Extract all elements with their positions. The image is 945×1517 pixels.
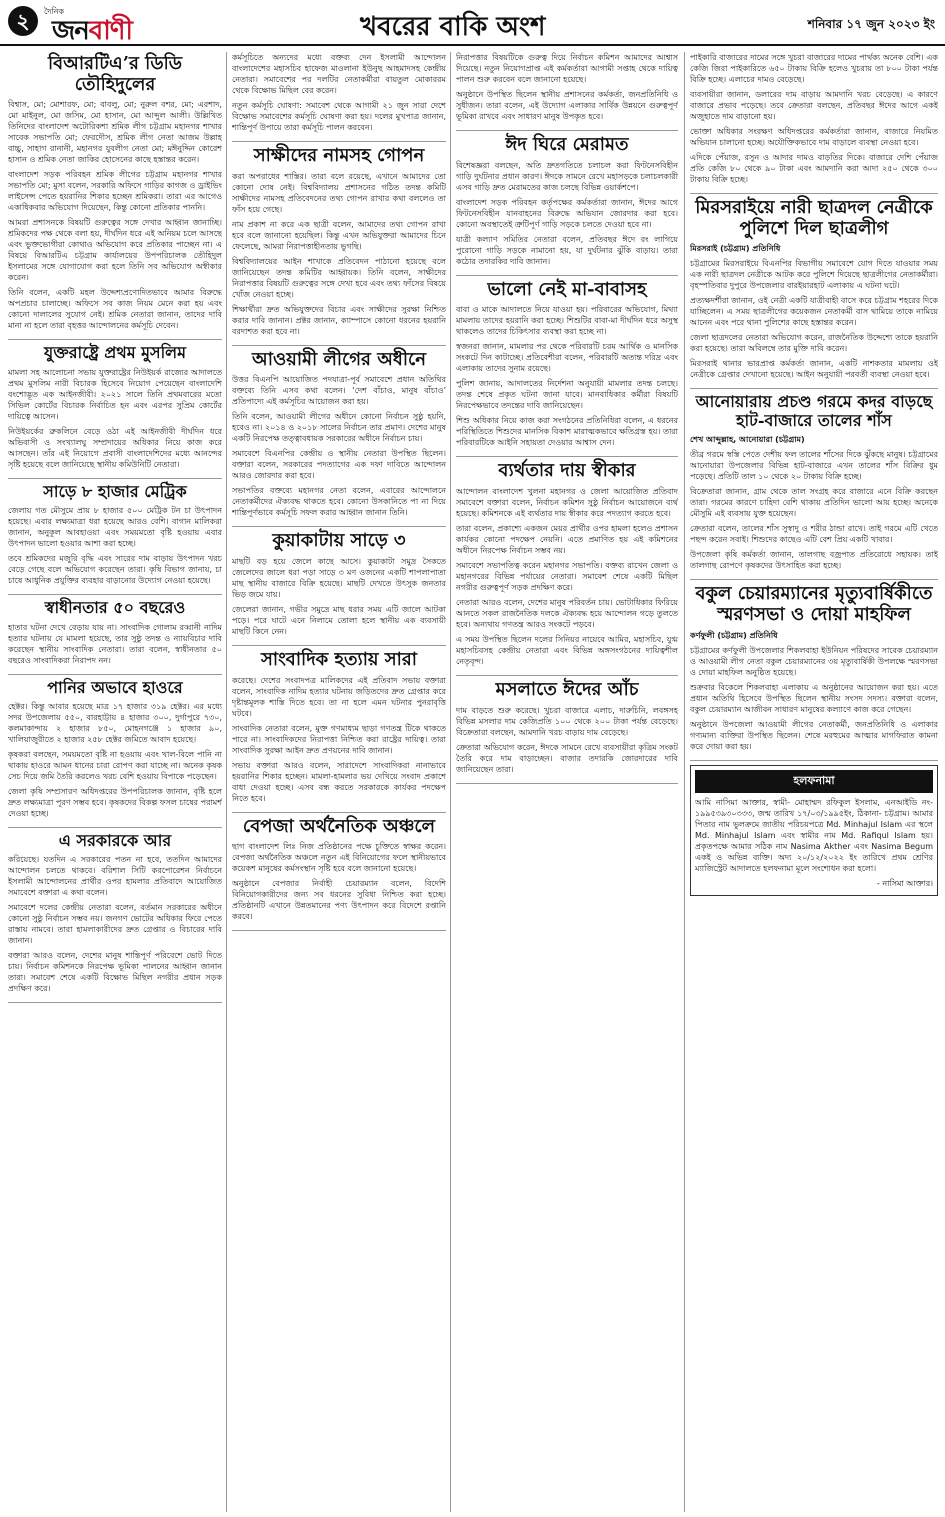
- news-article: [232, 350, 446, 528]
- article-paragraph: বিশেষজ্ঞরা বলছেন, অতি দ্রুতগতিতে চলাচল করা ফিটনেসবিহীন গাড়ি দুর্ঘটনার প্রধান কারণ। ঈদকে সামনে রেখে মহাসড়কে চলাচলকারী এসব গাড়ি দ্রুত মেরামতের কাজ চলছে বিভিন্ন ওয়ার্কশপে।: [456, 160, 678, 192]
- news-article: [232, 650, 446, 813]
- news-article: [456, 680, 678, 784]
- news-article: [232, 817, 446, 932]
- news-article: [232, 52, 446, 142]
- news-article: [456, 280, 678, 458]
- article-headline[interactable]: যুক্তরাষ্ট্রে প্রথম মুসলিম: [44, 343, 186, 363]
- article-paragraph: এদিকে পেঁয়াজ, রসুন ও আদার দামও বাড়তির দিকে। বাজারে দেশি পেঁয়াজ প্রতি কেজি ৮০ থেকে ৯০ টাকা এবং আমদানি করা আদা ২৫০ থেকে ৩০০ টাকায় বিক্রি হচ্ছে।: [690, 153, 938, 184]
- page-number: ২: [8, 6, 38, 36]
- article-paragraph: শুক্রবার বিকেলে শিকলবাহা এলাকায় এ অনুষ্ঠানের আয়োজন করা হয়। এতে প্রধান অতিথি হিসেবে উপস্থিত ছিলেন স্থানীয় সংসদ সদস্য। বক্তারা বলেন, বকুল চেয়ারম্যান আজীবন সাধারণ মানুষের কল্যাণে কাজ করে গেছেন।: [690, 682, 938, 714]
- notice-title: হলফনামা: [695, 770, 933, 793]
- article-paragraph: সমাবেশে দলের কেন্দ্রীয় নেতারা বলেন, বর্তমান সরকারের অধীনে কোনো সুষ্ঠু নির্বাচন সম্ভব নয়। জনগণ ভোটের অধিকার ফিরে পেতে রাস্তায় নামবে। তারা হামলাকারীদের দ্রুত গ্রেপ্তার ও বিচারের দাবি জানান।: [8, 903, 222, 946]
- article-paragraph: ভোক্তা অধিকার সংরক্ষণ অধিদপ্তরের কর্মকর্তারা জানান, বাজারে নিয়মিত অভিযান চালানো হচ্ছে। অযৌক্তিকভাবে দাম বাড়ালে ব্যবস্থা নেওয়া হবে।: [690, 127, 938, 147]
- article-headline[interactable]: বিআরটিএ’র ডিডি তৌহিদুলের: [48, 53, 182, 95]
- article-paragraph: বাংলাদেশ সড়ক পরিবহন কর্তৃপক্ষের কর্মকর্তারা জানান, ঈদের আগে ফিটনেসবিহীন যানবাহনের বিরুদ্ধে অভিযান জোরদার করা হবে। কোনো অবস্থাতেই ত্রুটিপূর্ণ গাড়ি সড়কে চলতে দেওয়া হবে না।: [456, 197, 678, 229]
- article-paragraph: মাছটি বড় হয়ে জেলে কাছে আসে। কুয়াকাটা সমুদ্র সৈকতে জেলেদের জালে ধরা পড়া সাড়ে ৩ মণ ওজনের একটি শাপলাপাতা মাছ স্থানীয় বাজারে বিক্রি হয়েছে। মাছটি দেখতে উৎসুক জনতার ভিড় জমে যায়।: [232, 557, 446, 600]
- news-article: [690, 393, 938, 580]
- article-paragraph: উপজেলা কৃষি কর্মকর্তা জানান, তালগাছ বজ্রপাত প্রতিরোধে সহায়ক। তাই তালগাছ রোপণে কৃষকদের উৎসাহিত করা হচ্ছে।: [690, 550, 938, 571]
- column-4: [690, 52, 938, 1512]
- logo-prefix: দৈনিক: [44, 7, 65, 16]
- article-headline[interactable]: ব্যর্থতার দায় স্বীকার: [498, 460, 636, 482]
- article-headline[interactable]: আনোয়ারায় প্রচণ্ড গরমে কদর বাড়ছে হাট-বাজারে তালের শাঁস: [695, 392, 933, 430]
- article-paragraph: তীব্র গরমে স্বস্তি পেতে দেশীয় ফল তালের শাঁসের দিকে ঝুঁকছে মানুষ। চট্টগ্রামের আনোয়ারা উপজেলার বিভিন্ন হাট-বাজারে এখন তালের শাঁস বিক্রির ধুম পড়েছে। প্রতিটি তাল ১০ থেকে ২০ টাকায় বিক্রি হচ্ছে।: [690, 450, 938, 482]
- article-paragraph: প্রত্যক্ষদর্শীরা জানান, ওই নেত্রী একটি যাত্রীবাহী বাসে করে চট্টগ্রাম শহরের দিকে যাচ্ছিলেন। এ সময় ছাত্রলীগের কয়েকজন নেতাকর্মী বাস থামিয়ে তাকে নামিয়ে আনেন এবং পরে থানা পুলিশের কাছে হস্তান্তর করেন।: [690, 296, 938, 328]
- column-divider: [450, 52, 451, 1512]
- article-paragraph: বাবা ও মাকে আদালতে নিয়ে যাওয়া হয়। পরিবারের অভিযোগ, মিথ্যা মামলায় তাদের হয়রানি করা হচ্ছে। শিশুটির বাবা-মা দীর্ঘদিন ধরে অসুস্থ থাকলেও তাদের চিকিৎসার ব্যবস্থা করা হচ্ছে না।: [456, 305, 678, 337]
- column-2: [232, 52, 446, 1512]
- article-paragraph: অনুষ্ঠানে উপজেলা আওয়ামী লীগের নেতাকর্মী, জনপ্রতিনিধি ও এলাকার গণ্যমান্য ব্যক্তিরা উপস্থিত ছিলেন। শেষে মরহুমের আত্মার মাগফিরাত কামনা করে দোয়া করা হয়।: [690, 719, 938, 751]
- article-headline[interactable]: কুয়াকাটায় সাড়ে ৩: [272, 530, 406, 552]
- date-line: শনিবার ১৭ জুন ২০২৩ ইং: [807, 17, 935, 31]
- logo-part-1: জন: [52, 16, 89, 46]
- article-paragraph: বাংলাদেশ সড়ক পরিবহন শ্রমিক লীগের চট্টগ্রাম মহানগর শাখার সভাপতি মো; মুসা বলেন, সরকারি অফিসে গাড়ির কাগজ ও ড্রাইভিং লাইসেন্স পেতে হয়রানির শিকার হচ্ছেন শ্রমিকরা। তারা এর আগেও একাধিকবার অভিযোগ দিয়েছেন, কিন্তু কোনো প্রতিকার পাননি।: [8, 170, 222, 213]
- news-article: [8, 344, 222, 478]
- news-article: [8, 54, 222, 340]
- newspaper-logo: [52, 10, 132, 54]
- news-article: [232, 146, 446, 346]
- article-paragraph: আন্দোলন বাংলাদেশ খুলনা মহানগর ও জেলা আয়োজিত প্রতিবাদ সমাবেশে বক্তারা বলেন, নির্বাচন কমিশন সুষ্ঠু নির্বাচন আয়োজনে ব্যর্থ হয়েছে। কমিশনকে এই ব্যর্থতার দায় স্বীকার করে পদত্যাগ করতে হবে।: [456, 487, 678, 519]
- column-3: [456, 52, 678, 1512]
- article-paragraph: তিনি বলেন, আওয়ামী লীগের অধীনে কোনো নির্বাচন সুষ্ঠু হয়নি, হবেও না। ২০১৪ ও ২০১৮ সালের নির্বাচন তার প্রমাণ। দেশের মানুষ একটি নিরপেক্ষ তত্ত্বাবধায়ক সরকারের অধীনে নির্বাচন চায়।: [232, 412, 446, 444]
- article-paragraph: বক্তারা আরও বলেন, দেশের মানুষ শান্তিপূর্ণ পরিবেশে ভোট দিতে চায়। নির্বাচন কমিশনকে নিরপেক্ষ ভূমিকা পালনের আহ্বান জানান তারা। সমাবেশ শেষে একটি বিক্ষোভ মিছিল নগরীর প্রধান সড়ক প্রদক্ষিণ করে।: [8, 951, 222, 994]
- article-paragraph: কর্মসূচিতে অন্যদের মধ্যে বক্তব্য দেন ইসলামী আন্দোলন বাংলাদেশের মহাসচিব হাফেজ মাওলানা ইউনুছ আহমাদসহ কেন্দ্রীয় নেতারা। সমাবেশের পর দলটির নেতাকর্মীরা বায়তুল মোকাররম থেকে বিক্ষোভ মিছিল বের করেন।: [232, 53, 446, 95]
- article-paragraph: চট্টগ্রামের মিরসরাইয়ে বিএনপির বিভাগীয় সমাবেশে যোগ দিতে যাওয়ার সময় এক নারী ছাত্রদল নেত্রীকে আটক করে পুলিশে দিয়েছে ছাত্রলীগের নেতাকর্মীরা। বৃহস্পতিবার দুপুরে উপজেলার বারইয়ারহাট এলাকায় এ ঘটনা ঘটে।: [690, 259, 938, 291]
- notice-signature: - নাসিমা আক্তার।: [876, 878, 933, 888]
- notice-body: আমি নাসিমা আক্তার, স্বামী- মোহাম্মদ রফিকুল ইসলাম, এনআইডি নং- ১৯৯৫৩৯৩০৩৩৩, জন্ম তারিখ ১৭/০৩/১৯৯৫ইং, ঠিকানা- চট্টগ্রাম। আমার পিতার নাম ভুলক্রমে জাতীয় পরিচয়পত্রে Md. Minhajul Islam এর স্থলে Md. Minhajul Islam এবং স্বামীর নাম Md. Rafiqul Islam হয়। প্রকৃতপক্ষে আমার সঠিক নাম Nasima Akther এবং Nasima Begum একই ও অভিন্ন ব্যক্তি। অদ্য ২০/১২/২০২২ ইং তারিখে প্রথম শ্রেণির ম্যাজিস্ট্রেট আদালতে হলফনামা মূলে সংশোধন করা হলো।: [695, 797, 933, 873]
- article-paragraph: করেছে। দেশের সংবাদপত্র মালিকদের এই প্রতিবাদ সভায় বক্তারা বলেন, সাংবাদিক নাদিম হত্যার ঘটনায় জড়িতদের দ্রুত গ্রেপ্তার করে দৃষ্টান্তমূলক শাস্তি দিতে হবে। তা না হলে এমন ঘটনার পুনরাবৃত্তি ঘটবে।: [232, 675, 446, 718]
- article-paragraph: এ সময় উপস্থিত ছিলেন দলের সিনিয়র নায়েবে আমির, মহাসচিব, যুগ্ম মহাসচিবসহ কেন্দ্রীয় নেতারা এবং বিভিন্ন অঙ্গসংগঠনের দায়িত্বশীল নেতৃবৃন্দ।: [456, 635, 678, 667]
- section-title: খবরের বাকি অংশ: [360, 12, 546, 42]
- article-paragraph: শিক্ষার্থীরা দ্রুত অভিযুক্তদের বিচার এবং সাক্ষীদের সুরক্ষা নিশ্চিত করার দাবি জানান। প্রক্টর জানান, ক্যাম্পাসে কোনো ধরনের হয়রানি বরদাশত করা হবে না।: [232, 304, 446, 336]
- article-paragraph: পাইকারি বাজারের দামের সঙ্গে খুচরা বাজারের দামের পার্থক্য অনেক বেশি। এক কেজি জিরা পাইকারিতে ৬৫০ টাকায় বিক্রি হলেও খুচরায় তা ৮০০ টাকা পর্যন্ত বিক্রি হচ্ছে। এলাচের দামও বেড়েছে।: [690, 53, 938, 84]
- article-paragraph: সভাপতির বক্তব্যে মহানগর নেতা বলেন, এবারের আন্দোলনে নেতাকর্মীদের ঐক্যবদ্ধ থাকতে হবে। কোনো উসকানিতে পা না দিয়ে শান্তিপূর্ণভাবে কর্মসূচি সফল করার আহ্বান জানান তিনি।: [232, 486, 446, 518]
- column-divider: [226, 52, 227, 1512]
- article-paragraph: তারা বলেন, প্রকাশ্যে একজন মেয়র প্রার্থীর ওপর হামলা হলেও প্রশাসন কার্যকর কোনো পদক্ষেপ নেয়নি। এতে প্রমাণিত হয় এই কমিশনের অধীনে নিরপেক্ষ নির্বাচন সম্ভব নয়।: [456, 524, 678, 556]
- article-headline[interactable]: এ সরকারকে আর: [58, 830, 172, 850]
- article-paragraph: সমাবেশে বিএনপির কেন্দ্রীয় ও স্থানীয় নেতারা উপস্থিত ছিলেন। বক্তারা বলেন, সরকারের পদত্যাগের এক দফা দাবিতে আন্দোলন আরও জোরদার করা হবে।: [232, 449, 446, 481]
- article-headline[interactable]: ভালো নেই মা-বাবাসহ: [487, 278, 647, 300]
- news-article: [690, 52, 938, 194]
- article-byline: শেখ আব্দুল্লাহ, আনোয়ারা (চট্টগ্রাম): [690, 435, 805, 445]
- article-paragraph: জেলা ছাত্রদলের নেতারা অভিযোগ করেন, রাজনৈতিক উদ্দেশ্যে তাকে হয়রানি করা হয়েছে। তারা অবিলম্বে তার মুক্তি দাবি করেন।: [690, 333, 938, 354]
- article-paragraph: উত্তর বিএনপি আয়োজিত পদযাত্রা-পূর্ব সমাবেশে প্রধান অতিথির বক্তব্যে তিনি এসব কথা বলেন। ‘দেশ বাঁচাও, মানুষ বাঁচাও’ প্রতিপাদ্যে এই কর্মসূচির আয়োজন করা হয়।: [232, 375, 446, 407]
- article-paragraph: হাতার ঘটনা দেখে বেড়ায় যায় না। সাংবাদিক গোলাম রব্বানী নাদিম হত্যার ঘটনায় যে মামলা হয়েছে, তার সুষ্ঠু তদন্ত ও ন্যায়বিচার দাবি করেছেন স্থানীয় সাংবাদিক নেতারা। তারা বলেন, স্বাধীনতার ৫০ বছরেও সাংবাদিকরা নিরাপদ নন।: [8, 622, 222, 665]
- article-paragraph: অনুষ্ঠানে উপস্থিত ছিলেন স্থানীয় প্রশাসনের কর্মকর্তা, জনপ্রতিনিধি ও সুধীজন। তারা বলেন, এই উদ্যোগ এলাকার সার্বিক উন্নয়নে গুরুত্বপূর্ণ ভূমিকা রাখবে এবং সাধারণ মানুষ উপকৃত হবে।: [456, 90, 678, 121]
- article-paragraph: নাম প্রকাশ না করে এক ছাত্রী বলেন, আমাদের তথ্য গোপন রাখা হবে বলে জানানো হয়েছিল। কিন্তু এখন অভিযুক্তরা আমাদের চিনে ফেলেছে, আমরা নিরাপত্তাহীনতায় ভুগছি।: [232, 219, 446, 251]
- article-byline: মিরসরাই (চট্টগ্রাম) প্রতিনিধি: [690, 244, 781, 254]
- article-headline[interactable]: সাড়ে ৮ হাজার মেট্রিক: [43, 481, 187, 501]
- article-paragraph: সাংবাদিক নেতারা বলেন, মুক্ত গণমাধ্যম ছাড়া গণতন্ত্র টিকে থাকতে পারে না। সাংবাদিকদের নিরাপত্তা নিশ্চিত করা রাষ্ট্রের দায়িত্ব। তারা সাংবাদিক সুরক্ষা আইন দ্রুত প্রণয়নের দাবি জানান।: [232, 723, 446, 755]
- news-article: [8, 599, 222, 674]
- article-paragraph: যাত্রী কল্যাণ সমিতির নেতারা বলেন, প্রতিবছর ঈদে রং লাগিয়ে পুরোনো গাড়ি সড়কে নামানো হয়, যা দুর্ঘটনার ঝুঁকি বাড়ায়। তারা কঠোর তদারকির দাবি জানান।: [456, 234, 678, 266]
- column-1: [8, 52, 222, 1512]
- article-headline[interactable]: আওয়ামী লীগের অধীনে: [251, 348, 427, 370]
- affidavit-notice: [690, 765, 938, 896]
- article-paragraph: নিউইয়র্কের ব্রুকলিনে বেড়ে ওঠা এই আইনজীবী দীর্ঘদিন ধরে অভিবাসী ও সংখ্যালঘু সম্প্রদায়ের অধিকার নিয়ে কাজ করে আসছেন। তাঁর এই নিয়োগে প্রবাসী বাংলাদেশিদের মধ্যে আনন্দের সৃষ্টি হয়েছে বলে জানিয়েছে স্থানীয় কমিউনিটি নেতারা।: [8, 426, 222, 469]
- article-byline: কর্ণফুলী (চট্টগ্রাম) প্রতিনিধি: [690, 630, 778, 640]
- article-paragraph: ব্যবসায়ীরা জানান, ডলারের দাম বাড়ায় আমদানি খরচ বেড়েছে। এ কারণে বাজারে প্রভাব পড়েছে। তবে ক্রেতারা বলছেন, প্রতিবছর ঈদের আগে একই অজুহাতে দাম বাড়ানো হয়।: [690, 90, 938, 121]
- news-article: [690, 198, 938, 389]
- article-paragraph: নতুন কর্মসূচি ঘোষণা: সমাবেশ থেকে আগামী ২১ জুন সারা দেশে বিক্ষোভ সমাবেশের কর্মসূচি ঘোষণা করা হয়। দলের মুখপাত্র জানান, শান্তিপূর্ণ উপায়ে তারা কর্মসূচি পালন করবেন।: [232, 101, 446, 132]
- article-paragraph: বিক্রেতারা জানান, গ্রাম থেকে তাল সংগ্রহ করে বাজারে এনে বিক্রি করছেন তারা। গরমের কারণে চাহিদা বেশি থাকায় প্রতিদিন ভালো আয় হচ্ছে। অনেকে মৌসুমি এই ব্যবসায় যুক্ত হয়েছেন।: [690, 487, 938, 519]
- article-headline[interactable]: বেপজা অর্থনৈতিক অঞ্চলে: [242, 815, 436, 837]
- news-article: [232, 531, 446, 646]
- article-paragraph: জেলা কৃষি সম্প্রসারণ অধিদপ্তরের উপপরিচালক জানান, বৃষ্টি হলে দ্রুত লক্ষ্যমাত্রা পূরণ সম্ভব হবে। কৃষকদের বিকল্প ফসল চাষের পরামর্শ দেওয়া হচ্ছে।: [8, 786, 222, 818]
- article-paragraph: অনুষ্ঠানে বেপজার নির্বাহী চেয়ারম্যান বলেন, বিদেশি বিনিয়োগকারীদের জন্য সব ধরনের সুবিধা নিশ্চিত করা হচ্ছে। প্রতিষ্ঠানটি এখানে উন্নতমানের পণ্য উৎপাদন করে বিদেশে রপ্তানি করবে।: [232, 879, 446, 922]
- news-article: [456, 135, 678, 276]
- article-paragraph: চট্টগ্রামের কর্ণফুলী উপজেলার শিকলবাহা ইউনিয়ন পরিষদের সাবেক চেয়ারম্যান ও আওয়ামী লীগ নেতা বকুল চেয়ারম্যানের ৩য় মৃত্যুবার্ষিকী উপলক্ষে স্মরণসভা ও দোয়া মাহফিল অনুষ্ঠিত হয়েছে।: [690, 645, 938, 677]
- article-paragraph: জেলায় গত মৌসুমে প্রায় ৮ হাজার ৫০০ মেট্রিক টন চা উৎপাদন হয়েছে। এবার লক্ষ্যমাত্রা ধরা হয়েছে আরও বেশি। বাগান মালিকরা জানান, অনুকূল আবহাওয়া এবং সময়মতো বৃষ্টি হওয়ায় এবার উৎপাদন ভালো হওয়ার আশা করা হচ্ছে।: [8, 506, 222, 549]
- article-paragraph: হেক্টর। কিন্তু আবার হয়েছে মাত্র ১৭ হাজার ৩১৯ হেক্টর। এর মধ্যে সদর উপজেলায় ৫৫০, বারহাট্টায় ৪ হাজার ৩০০, দুর্গাপুরে ৭৩০, কলমাকান্দায় ২ হাজার ৮৫০, মোহনগঞ্জে ১ হাজার ৯০, খালিয়াজুরীতে ২ হাজার ২৫৮ হেক্টর জমিতে আবাদ হয়েছে।: [8, 701, 222, 744]
- masthead: [0, 0, 945, 46]
- article-paragraph: কৃষকরা বলছেন, সময়মতো বৃষ্টি না হওয়ায় এবং খাল-বিলে পানি না থাকায় হাওরে আমন ধানের চারা রোপণ করা যাচ্ছে না। অনেক কৃষক সেচ দিয়ে জমি তৈরি করলেও খরচ বেশি হওয়ায় বিপাকে পড়েছেন।: [8, 749, 222, 781]
- article-paragraph: তিনি বলেন, একটি মহল উদ্দেশ্যপ্রণোদিতভাবে আমার বিরুদ্ধে অপপ্রচার চালাচ্ছে। অফিসে সব কাজ নিয়ম মেনে করা হয় এবং কোনো দালালের সুযোগ নেই। শ্রমিক নেতারা জানান, তাদের দাবি মানা না হলে তারা বৃহত্তর আন্দোলনের কর্মসূচি দেবেন।: [8, 288, 222, 331]
- article-paragraph: নিরাপত্তার বিষয়টিকে গুরুত্ব দিয়ে নির্বাচন কমিশন আমাদের আশ্বাস দিয়েছে। নতুন নিয়োগপ্রাপ্ত এই কর্মকর্তারা আগামী সপ্তাহ থেকে দায়িত্ব পালন শুরু করবেন বলে জানানো হয়েছে।: [456, 53, 678, 84]
- column-divider: [684, 52, 685, 1512]
- article-paragraph: ক্রেতারা বলেন, তালের শাঁস সুস্বাদু ও শরীর ঠান্ডা রাখে। তাই গরমে এটি খেতে পছন্দ করেন সবাই। শিশুদের কাছেও এটি বেশ প্রিয় একটি খাবার।: [690, 524, 938, 545]
- article-paragraph: মিরসরাই থানার ভারপ্রাপ্ত কর্মকর্তা জানান, একটি নাশকতার মামলায় ওই নেত্রীকে গ্রেপ্তার দেখানো হয়েছে। আইন অনুযায়ী পরবর্তী ব্যবস্থা নেওয়া হবে।: [690, 359, 938, 380]
- news-article: [8, 832, 222, 1003]
- article-headline[interactable]: সাক্ষীদের নামসহ গোপন: [253, 145, 425, 166]
- news-article: [456, 52, 678, 131]
- article-paragraph: মামলা সহ আলোচনা সভায় যুক্তরাষ্ট্রের নিউইয়র্ক রাজ্যের আদালতে প্রথম মুসলিম নারী বিচারক হিসেবে নিয়োগ পেয়েছেন বাংলাদেশি বংশোদ্ভূত এক আইনজীবী। ২০২১ সালে তিনি প্রথমবারের মতো সিভিল কোর্টের বিচারক নির্বাচিত হন এবং এরপর সুপ্রিম কোর্টের দায়িত্বে আসেন।: [8, 367, 222, 421]
- article-paragraph: ছাগ বাংলাদেশ লিঃ নিজ প্রতিষ্ঠানের পক্ষে চুক্তিতে স্বাক্ষর করেন। বেপজা অর্থনৈতিক অঞ্চলে নতুন এই বিনিয়োগের ফলে স্থানীয়ভাবে কয়েকশ মানুষের কর্মসংস্থান সৃষ্টি হবে বলে জানানো হয়েছে।: [232, 842, 446, 874]
- article-paragraph: বিশ্বাস, মো; মোশারফ, মো; বাবলু, মো; নুরুল বশর, মো; এরশাদ, মো মাইনুল, মো জসিম, মো হাসান, মো আব্দুল আলী। উল্লিখিত তিনিদের বাংলাদেশ অটোরিকশা শ্রমিক লীগ চট্টগ্রাম মহানগর শাখার সাবেক সভাপতি মো; ফেরদৌস, শ্রমিক লীগ নেতা আজম উল্লাহ বাচ্চু, সাহাগ রানানী, মহানগর যুবলীগ নেতা মো; মঈনুদ্দিন কোরেশ হাসান ও শ্রমিক নেতা জাকির হোসেনের কাছে হস্তান্তর করেন।: [8, 100, 222, 165]
- article-headline[interactable]: স্বাধীনতার ৫০ বছরেও: [44, 598, 186, 618]
- news-article: [8, 483, 222, 595]
- news-article: [8, 679, 222, 828]
- article-paragraph: জেলেরা জানান, গভীর সমুদ্রে মাছ ধরার সময় এটি জালে আটকা পড়ে। পরে ঘাটে এনে নিলামে তোলা হলে স্থানীয় এক ব্যবসায়ী মাছটি কিনে নেন।: [232, 605, 446, 637]
- article-paragraph: সভায় বক্তারা আরও বলেন, সারাদেশে সাংবাদিকরা নানাভাবে হয়রানির শিকার হচ্ছেন। মামলা-হামলার ভয় দেখিয়ে সংবাদ প্রকাশে বাধা দেওয়া হচ্ছে। এসব বন্ধ করতে সরকারকে কার্যকর পদক্ষেপ নিতে হবে।: [232, 760, 446, 803]
- logo-part-2: বাণী: [88, 16, 132, 46]
- article-headline[interactable]: মিরসরাইয়ে নারী ছাত্রদল নেত্রীকে পুলিশে দিল ছাত্রলীগ: [695, 197, 933, 239]
- article-paragraph: তবে শ্রমিকদের মজুরি বৃদ্ধি এবং সারের দাম বাড়ায় উৎপাদন খরচ বেড়ে গেছে বলে অভিযোগ করেছেন তারা। কৃষি বিভাগ জানায়, চা চাষে আধুনিক প্রযুক্তির ব্যবহার বাড়ানোর উদ্যোগ নেওয়া হয়েছে।: [8, 554, 222, 586]
- article-paragraph: করা অপরাধের শাস্তির। তারা বলে রয়েছে, এখানে আমাদের তো কোনো দোষ নেই। বিশ্ববিদ্যালয় প্রশাসনের গঠিত তদন্ত কমিটি সাক্ষীদের নামসহ প্রতিবেদনের তথ্য গোপন রাখার কথা বললেও তা ফাঁস হয়ে গেছে।: [232, 171, 446, 214]
- article-headline[interactable]: পানির অভাবে হাওরে: [47, 677, 183, 697]
- article-paragraph: শিশু অধিকার নিয়ে কাজ করা সংগঠনের প্রতিনিধিরা বলেন, এ ধরনের পরিস্থিতিতে শিশুদের মানসিক বিকাশ মারাত্মকভাবে ক্ষতিগ্রস্ত হয়। তারা পরিবারটিকে আইনি সহায়তা দেওয়ার আশ্বাস দেন।: [456, 416, 678, 448]
- article-headline[interactable]: বকুল চেয়ারম্যানের মৃত্যুবার্ষিকীতে স্মরণসভা ও দোয়া মাহফিল: [695, 583, 933, 625]
- article-paragraph: ক্রেতারা অভিযোগ করেন, ঈদকে সামনে রেখে ব্যবসায়ীরা কৃত্রিম সংকট তৈরি করে দাম বাড়াচ্ছেন। বাজার তদারকি জোরদারের দাবি জানিয়েছেন তারা।: [456, 742, 678, 774]
- article-paragraph: পুলিশ জানায়, আদালতের নির্দেশনা অনুযায়ী মামলার তদন্ত চলছে। তদন্ত শেষে প্রকৃত ঘটনা জানা যাবে। মানবাধিকার কর্মীরা বিষয়টি নিরপেক্ষভাবে তদন্তের দাবি জানিয়েছেন।: [456, 379, 678, 411]
- article-headline[interactable]: সাংবাদিক হত্যায় সারা: [260, 649, 418, 671]
- article-paragraph: আমরা প্রশাসনকে বিষয়টি গুরুত্বের সঙ্গে দেখার আহ্বান জানাচ্ছি। শ্রমিকদের পক্ষ থেকে বলা হয়, দীর্ঘদিন ধরে এই অনিয়ম চলে আসছে এবং ভুক্তভোগীরা কোথাও অভিযোগ করে প্রতিকার পাচ্ছেন না। এ বিষয়ে বিআরটিএ চট্টগ্রাম কার্যালয়ের উপপরিচালক তৌহিদুল ইসলামের সঙ্গে যোগাযোগ করা হলে তিনি সব অভিযোগ অস্বীকার করেন।: [8, 218, 222, 283]
- article-paragraph: স্বজনরা জানান, মামলার পর থেকে পরিবারটি চরম আর্থিক ও মানসিক সংকটে দিন কাটাচ্ছে। প্রতিবেশীরা বলেন, পরিবারটি অত্যন্ত দরিদ্র এবং এলাকায় তাদের সুনাম রয়েছে।: [456, 342, 678, 374]
- article-paragraph: বিশ্ববিদ্যালয়ের আইন শাখাকে প্রতিবেদন পাঠানো হয়েছে বলে জানিয়েছেন তদন্ত কমিটির আহ্বায়ক। তিনি বলেন, সাক্ষীদের নিরাপত্তার বিষয়টি গুরুত্বের সঙ্গে দেখা হবে এবং তথ্য ফাঁসের বিষয়ে খোঁজ নেওয়া হচ্ছে।: [232, 256, 446, 299]
- article-paragraph: দাম বাড়তে শুরু করেছে। খুচরা বাজারে এলাচ, দারুচিনি, লবঙ্গসহ বিভিন্ন মসলার দাম কেজিপ্রতি ১০০ থেকে ২০০ টাকা পর্যন্ত বেড়েছে। বিক্রেতারা বলছেন, আমদানি খরচ বাড়ায় দাম বেড়েছে।: [456, 705, 678, 737]
- news-article: [690, 584, 938, 760]
- news-article: [456, 461, 678, 676]
- article-paragraph: সমাবেশে সভাপতিত্ব করেন মহানগর সভাপতি। বক্তব্য রাখেন জেলা ও মহানগরের বিভিন্ন পর্যায়ের নেতারা। সমাবেশ শেষে একটি মিছিল নগরীর গুরুত্বপূর্ণ সড়ক প্রদক্ষিণ করে।: [456, 561, 678, 593]
- article-headline[interactable]: ঈদ ঘিরে মেরামত: [505, 134, 629, 155]
- article-headline[interactable]: মসলাতে ঈদের আঁচ: [495, 679, 639, 701]
- article-paragraph: নেতারা আরও বলেন, দেশের মানুষ পরিবর্তন চায়। ভোটাধিকার ফিরিয়ে আনতে সকল রাজনৈতিক দলকে ঐক্যবদ্ধ হয়ে আন্দোলন গড়ে তুলতে হবে। অন্যথায় গণতন্ত্র আরও সংকটে পড়বে।: [456, 598, 678, 630]
- article-paragraph: করিয়েছে। যতদিন এ সরকারের পতন না হবে, ততদিন আমাদের আন্দোলন চলতে থাকবে। বরিশাল সিটি করপোরেশন নির্বাচনে ইসলামী আন্দোলনের প্রার্থীর ওপর হামলার প্রতিবাদে আয়োজিত সমাবেশে বক্তারা এ কথা বলেন।: [8, 855, 222, 898]
